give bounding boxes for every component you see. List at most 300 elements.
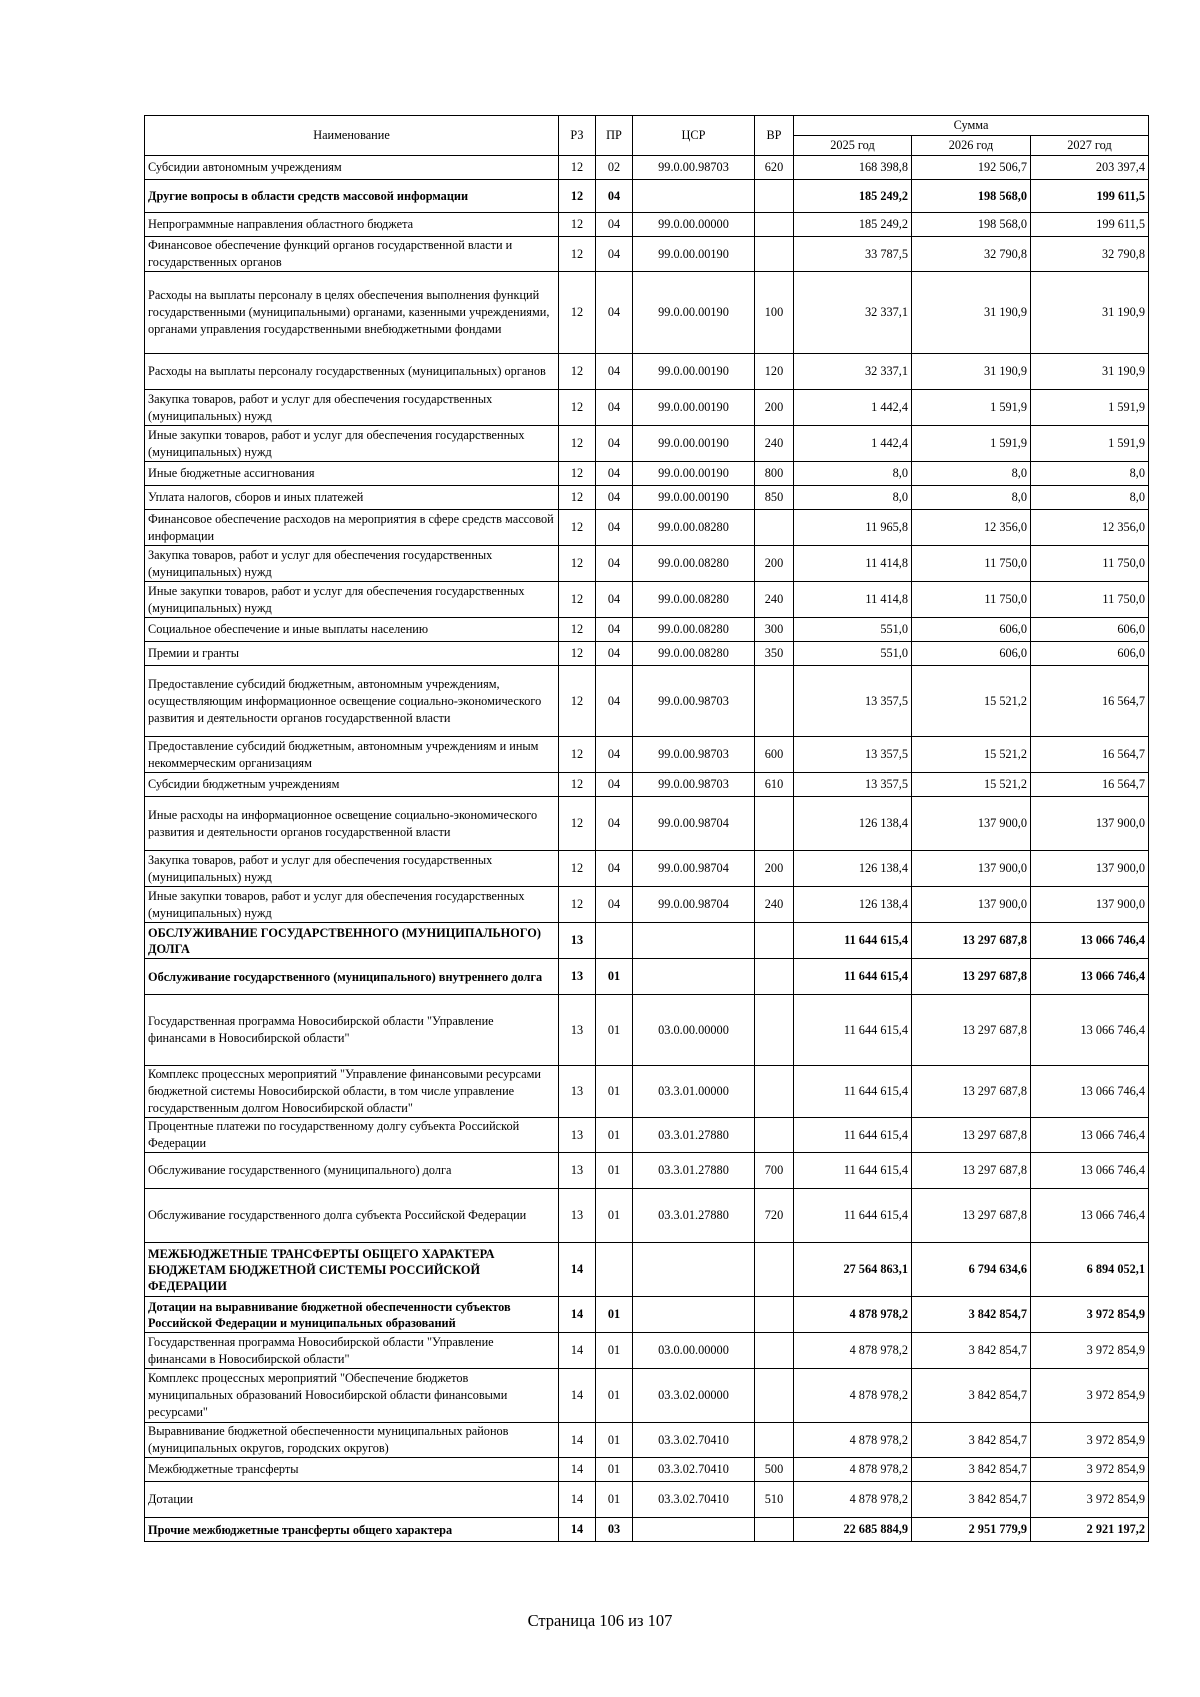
cell-pr: 04 bbox=[596, 180, 633, 213]
cell-vr: 100 bbox=[755, 272, 794, 354]
cell-rz: 12 bbox=[559, 773, 596, 797]
cell-2026: 3 842 854,7 bbox=[912, 1369, 1031, 1423]
cell-csr: 03.3.01.27880 bbox=[633, 1189, 755, 1243]
cell-vr bbox=[755, 237, 794, 272]
cell-name: Процентные платежи по государственному долгу субъекта Российской Федерации bbox=[145, 1118, 559, 1153]
cell-pr: 04 bbox=[596, 582, 633, 618]
cell-rz: 14 bbox=[559, 1482, 596, 1518]
cell-name: Иные расходы на информационное освещение социально-экономического развития и деятельности органов государственной власти bbox=[145, 797, 559, 851]
cell-name: Закупка товаров, работ и услуг для обеспечения государственных (муниципальных) нужд bbox=[145, 390, 559, 426]
cell-2026: 3 842 854,7 bbox=[912, 1482, 1031, 1518]
cell-2026: 15 521,2 bbox=[912, 773, 1031, 797]
header-2026: 2026 год bbox=[912, 136, 1031, 156]
cell-rz: 12 bbox=[559, 510, 596, 546]
cell-2025: 551,0 bbox=[794, 642, 912, 666]
cell-rz: 12 bbox=[559, 213, 596, 237]
cell-vr bbox=[755, 510, 794, 546]
cell-name: Обслуживание государственного (муниципального) долга bbox=[145, 1153, 559, 1189]
cell-2025: 1 442,4 bbox=[794, 426, 912, 462]
table-row bbox=[145, 1153, 1149, 1189]
cell-2027: 3 972 854,9 bbox=[1031, 1369, 1149, 1423]
header-csr: ЦСР bbox=[633, 116, 755, 156]
cell-csr: 03.3.02.70410 bbox=[633, 1423, 755, 1458]
cell-rz: 12 bbox=[559, 237, 596, 272]
cell-pr: 04 bbox=[596, 272, 633, 354]
cell-pr: 01 bbox=[596, 959, 633, 995]
cell-name: Комплекс процессных мероприятий "Обеспечение бюджетов муниципальных образований Новосибирской области финансовыми ресурсами" bbox=[145, 1369, 559, 1423]
cell-csr: 99.0.00.00000 bbox=[633, 213, 755, 237]
cell-name: Закупка товаров, работ и услуг для обеспечения государственных (муниципальных) нужд bbox=[145, 546, 559, 582]
cell-name: Предоставление субсидий бюджетным, автономным учреждениям, осуществляющим информационное освещение социально-экономического развития и деятельности органов государственной власти bbox=[145, 666, 559, 737]
cell-csr: 99.0.00.00190 bbox=[633, 426, 755, 462]
cell-name: Иные закупки товаров, работ и услуг для обеспечения государственных (муниципальных) нужд bbox=[145, 426, 559, 462]
table-row bbox=[145, 618, 1149, 642]
header-rz: РЗ bbox=[559, 116, 596, 156]
cell-2027: 31 190,9 bbox=[1031, 272, 1149, 354]
cell-rz: 12 bbox=[559, 462, 596, 486]
cell-2026: 1 591,9 bbox=[912, 426, 1031, 462]
table-row bbox=[145, 1297, 1149, 1333]
cell-rz: 12 bbox=[559, 272, 596, 354]
cell-2027: 32 790,8 bbox=[1031, 237, 1149, 272]
cell-pr: 04 bbox=[596, 426, 633, 462]
cell-2026: 11 750,0 bbox=[912, 582, 1031, 618]
cell-2027: 1 591,9 bbox=[1031, 390, 1149, 426]
cell-2025: 13 357,5 bbox=[794, 666, 912, 737]
cell-csr bbox=[633, 1518, 755, 1542]
cell-2026: 3 842 854,7 bbox=[912, 1333, 1031, 1369]
cell-pr: 04 bbox=[596, 510, 633, 546]
cell-2025: 11 644 615,4 bbox=[794, 1189, 912, 1243]
cell-2026: 192 506,7 bbox=[912, 156, 1031, 180]
cell-name: Социальное обеспечение и иные выплаты населению bbox=[145, 618, 559, 642]
cell-2025: 551,0 bbox=[794, 618, 912, 642]
cell-2026: 3 842 854,7 bbox=[912, 1297, 1031, 1333]
table-row bbox=[145, 426, 1149, 462]
cell-rz: 14 bbox=[559, 1243, 596, 1297]
cell-2026: 6 794 634,6 bbox=[912, 1243, 1031, 1297]
cell-2026: 31 190,9 bbox=[912, 354, 1031, 390]
cell-2026: 13 297 687,8 bbox=[912, 1153, 1031, 1189]
cell-2027: 13 066 746,4 bbox=[1031, 995, 1149, 1066]
cell-name: Финансовое обеспечение функций органов государственной власти и государственных органов bbox=[145, 237, 559, 272]
cell-2025: 126 138,4 bbox=[794, 851, 912, 887]
cell-2025: 13 357,5 bbox=[794, 737, 912, 773]
cell-2025: 11 644 615,4 bbox=[794, 995, 912, 1066]
cell-vr bbox=[755, 995, 794, 1066]
cell-csr: 03.0.00.00000 bbox=[633, 1333, 755, 1369]
cell-2027: 1 591,9 bbox=[1031, 426, 1149, 462]
cell-2027: 31 190,9 bbox=[1031, 354, 1149, 390]
cell-2026: 13 297 687,8 bbox=[912, 959, 1031, 995]
table-row bbox=[145, 1333, 1149, 1369]
cell-csr bbox=[633, 959, 755, 995]
table-row bbox=[145, 1458, 1149, 1482]
cell-name: Закупка товаров, работ и услуг для обеспечения государственных (муниципальных) нужд bbox=[145, 851, 559, 887]
cell-2025: 32 337,1 bbox=[794, 354, 912, 390]
cell-name: ОБСЛУЖИВАНИЕ ГОСУДАРСТВЕННОГО (МУНИЦИПАЛЬНОГО) ДОЛГА bbox=[145, 923, 559, 959]
table-row bbox=[145, 797, 1149, 851]
cell-2027: 606,0 bbox=[1031, 618, 1149, 642]
cell-2025: 185 249,2 bbox=[794, 180, 912, 213]
cell-vr bbox=[755, 1518, 794, 1542]
table-row bbox=[145, 887, 1149, 923]
cell-name: Другие вопросы в области средств массовой информации bbox=[145, 180, 559, 213]
cell-rz: 12 bbox=[559, 180, 596, 213]
table-row bbox=[145, 1423, 1149, 1458]
table-row bbox=[145, 510, 1149, 546]
table-row bbox=[145, 156, 1149, 180]
table-row bbox=[145, 959, 1149, 995]
cell-pr: 04 bbox=[596, 851, 633, 887]
cell-2027: 3 972 854,9 bbox=[1031, 1423, 1149, 1458]
cell-csr: 99.0.00.98703 bbox=[633, 737, 755, 773]
cell-2025: 11 414,8 bbox=[794, 582, 912, 618]
table-row bbox=[145, 546, 1149, 582]
cell-vr: 500 bbox=[755, 1458, 794, 1482]
cell-rz: 12 bbox=[559, 797, 596, 851]
cell-2027: 16 564,7 bbox=[1031, 773, 1149, 797]
cell-pr: 04 bbox=[596, 737, 633, 773]
cell-rz: 12 bbox=[559, 390, 596, 426]
cell-vr: 610 bbox=[755, 773, 794, 797]
cell-2026: 8,0 bbox=[912, 462, 1031, 486]
cell-2027: 606,0 bbox=[1031, 642, 1149, 666]
cell-2026: 2 951 779,9 bbox=[912, 1518, 1031, 1542]
cell-2026: 31 190,9 bbox=[912, 272, 1031, 354]
cell-csr: 99.0.00.98704 bbox=[633, 851, 755, 887]
cell-2027: 13 066 746,4 bbox=[1031, 1066, 1149, 1118]
cell-2025: 8,0 bbox=[794, 462, 912, 486]
table-row bbox=[145, 272, 1149, 354]
cell-name: Иные закупки товаров, работ и услуг для обеспечения государственных (муниципальных) нужд bbox=[145, 582, 559, 618]
cell-2025: 13 357,5 bbox=[794, 773, 912, 797]
cell-pr: 01 bbox=[596, 1189, 633, 1243]
cell-pr: 01 bbox=[596, 1297, 633, 1333]
cell-2026: 606,0 bbox=[912, 642, 1031, 666]
cell-name: Субсидии автономным учреждениям bbox=[145, 156, 559, 180]
cell-csr bbox=[633, 923, 755, 959]
table-row bbox=[145, 237, 1149, 272]
cell-2027: 13 066 746,4 bbox=[1031, 959, 1149, 995]
cell-pr: 04 bbox=[596, 237, 633, 272]
cell-pr bbox=[596, 1243, 633, 1297]
cell-pr: 03 bbox=[596, 1518, 633, 1542]
cell-vr: 240 bbox=[755, 426, 794, 462]
cell-pr: 04 bbox=[596, 887, 633, 923]
cell-2027: 11 750,0 bbox=[1031, 546, 1149, 582]
cell-vr bbox=[755, 666, 794, 737]
cell-rz: 13 bbox=[559, 923, 596, 959]
cell-csr: 99.0.00.98704 bbox=[633, 887, 755, 923]
cell-rz: 12 bbox=[559, 546, 596, 582]
cell-2025: 126 138,4 bbox=[794, 797, 912, 851]
cell-2027: 199 611,5 bbox=[1031, 213, 1149, 237]
cell-2025: 4 878 978,2 bbox=[794, 1333, 912, 1369]
cell-vr bbox=[755, 1423, 794, 1458]
cell-2026: 13 297 687,8 bbox=[912, 1066, 1031, 1118]
cell-pr: 01 bbox=[596, 1458, 633, 1482]
cell-2027: 137 900,0 bbox=[1031, 797, 1149, 851]
table-row bbox=[145, 851, 1149, 887]
table-row bbox=[145, 1066, 1149, 1118]
cell-2027: 13 066 746,4 bbox=[1031, 1118, 1149, 1153]
cell-pr: 01 bbox=[596, 1423, 633, 1458]
cell-name: Прочие межбюджетные трансферты общего характера bbox=[145, 1518, 559, 1542]
cell-2026: 137 900,0 bbox=[912, 851, 1031, 887]
cell-2027: 11 750,0 bbox=[1031, 582, 1149, 618]
cell-csr: 99.0.00.08280 bbox=[633, 618, 755, 642]
cell-2025: 4 878 978,2 bbox=[794, 1369, 912, 1423]
cell-vr: 510 bbox=[755, 1482, 794, 1518]
cell-csr: 99.0.00.08280 bbox=[633, 582, 755, 618]
cell-vr bbox=[755, 1243, 794, 1297]
cell-pr: 04 bbox=[596, 462, 633, 486]
cell-csr: 99.0.00.00190 bbox=[633, 354, 755, 390]
cell-2027: 3 972 854,9 bbox=[1031, 1482, 1149, 1518]
cell-name: Комплекс процессных мероприятий "Управление финансовыми ресурсами бюджетной системы Новосибирской области, в том числе управление государственным долгом Новосибирской области" bbox=[145, 1066, 559, 1118]
cell-csr: 99.0.00.00190 bbox=[633, 462, 755, 486]
cell-vr: 240 bbox=[755, 582, 794, 618]
cell-2026: 3 842 854,7 bbox=[912, 1458, 1031, 1482]
cell-vr bbox=[755, 797, 794, 851]
cell-csr: 99.0.00.98703 bbox=[633, 773, 755, 797]
cell-name: МЕЖБЮДЖЕТНЫЕ ТРАНСФЕРТЫ ОБЩЕГО ХАРАКТЕРА БЮДЖЕТАМ БЮДЖЕТНОЙ СИСТЕМЫ РОССИЙСКОЙ ФЕДЕРАЦИИ bbox=[145, 1243, 559, 1297]
cell-csr: 99.0.00.98703 bbox=[633, 666, 755, 737]
cell-vr: 720 bbox=[755, 1189, 794, 1243]
header-vr: ВР bbox=[755, 116, 794, 156]
cell-2026: 15 521,2 bbox=[912, 666, 1031, 737]
table-row bbox=[145, 1243, 1149, 1297]
cell-pr: 04 bbox=[596, 666, 633, 737]
cell-2026: 32 790,8 bbox=[912, 237, 1031, 272]
cell-2025: 32 337,1 bbox=[794, 272, 912, 354]
header-2025: 2025 год bbox=[794, 136, 912, 156]
cell-csr: 03.0.00.00000 bbox=[633, 995, 755, 1066]
cell-name: Межбюджетные трансферты bbox=[145, 1458, 559, 1482]
cell-vr: 300 bbox=[755, 618, 794, 642]
cell-2027: 8,0 bbox=[1031, 462, 1149, 486]
cell-2025: 4 878 978,2 bbox=[794, 1458, 912, 1482]
cell-2026: 12 356,0 bbox=[912, 510, 1031, 546]
cell-vr: 350 bbox=[755, 642, 794, 666]
table-row bbox=[145, 1482, 1149, 1518]
cell-csr: 99.0.00.00190 bbox=[633, 486, 755, 510]
table-row bbox=[145, 923, 1149, 959]
cell-name: Дотации bbox=[145, 1482, 559, 1518]
cell-2027: 13 066 746,4 bbox=[1031, 923, 1149, 959]
table-row bbox=[145, 773, 1149, 797]
header-pr: ПР bbox=[596, 116, 633, 156]
table-row bbox=[145, 642, 1149, 666]
cell-csr: 99.0.00.08280 bbox=[633, 642, 755, 666]
cell-2025: 168 398,8 bbox=[794, 156, 912, 180]
cell-2025: 11 644 615,4 bbox=[794, 1066, 912, 1118]
cell-2026: 1 591,9 bbox=[912, 390, 1031, 426]
cell-pr: 01 bbox=[596, 1369, 633, 1423]
cell-csr bbox=[633, 180, 755, 213]
table-row bbox=[145, 390, 1149, 426]
table-body bbox=[145, 156, 1149, 1542]
header-2027: 2027 год bbox=[1031, 136, 1149, 156]
cell-rz: 12 bbox=[559, 887, 596, 923]
cell-vr bbox=[755, 959, 794, 995]
cell-name: Обслуживание государственного (муниципального) внутреннего долга bbox=[145, 959, 559, 995]
header-sum: Сумма bbox=[794, 116, 1149, 136]
header-name: Наименование bbox=[145, 116, 559, 156]
cell-2027: 199 611,5 bbox=[1031, 180, 1149, 213]
cell-rz: 12 bbox=[559, 486, 596, 510]
table-row bbox=[145, 995, 1149, 1066]
cell-vr: 200 bbox=[755, 851, 794, 887]
cell-2025: 4 878 978,2 bbox=[794, 1423, 912, 1458]
cell-2027: 6 894 052,1 bbox=[1031, 1243, 1149, 1297]
cell-name: Расходы на выплаты персоналу в целях обеспечения выполнения функций государственными (муниципальными) органами, казенными учреждениями, органами управления государственными внебюджетными фондами bbox=[145, 272, 559, 354]
table-row bbox=[145, 737, 1149, 773]
cell-2025: 185 249,2 bbox=[794, 213, 912, 237]
cell-csr bbox=[633, 1297, 755, 1333]
table-row bbox=[145, 486, 1149, 510]
cell-2025: 11 414,8 bbox=[794, 546, 912, 582]
cell-vr bbox=[755, 1066, 794, 1118]
table-row bbox=[145, 354, 1149, 390]
cell-rz: 14 bbox=[559, 1458, 596, 1482]
cell-vr bbox=[755, 1369, 794, 1423]
table-row bbox=[145, 666, 1149, 737]
cell-2026: 13 297 687,8 bbox=[912, 923, 1031, 959]
cell-2025: 27 564 863,1 bbox=[794, 1243, 912, 1297]
cell-2026: 13 297 687,8 bbox=[912, 1118, 1031, 1153]
cell-2026: 13 297 687,8 bbox=[912, 1189, 1031, 1243]
cell-vr bbox=[755, 180, 794, 213]
cell-2026: 8,0 bbox=[912, 486, 1031, 510]
cell-rz: 14 bbox=[559, 1297, 596, 1333]
cell-2026: 137 900,0 bbox=[912, 887, 1031, 923]
cell-csr: 03.3.01.00000 bbox=[633, 1066, 755, 1118]
cell-rz: 13 bbox=[559, 1153, 596, 1189]
table-row bbox=[145, 1518, 1149, 1542]
cell-vr: 620 bbox=[755, 156, 794, 180]
cell-csr: 99.0.00.00190 bbox=[633, 272, 755, 354]
table-row bbox=[145, 1189, 1149, 1243]
cell-pr: 01 bbox=[596, 1118, 633, 1153]
table-row bbox=[145, 180, 1149, 213]
cell-name: Непрограммные направления областного бюджета bbox=[145, 213, 559, 237]
cell-2026: 15 521,2 bbox=[912, 737, 1031, 773]
cell-2026: 13 297 687,8 bbox=[912, 995, 1031, 1066]
cell-2026: 137 900,0 bbox=[912, 797, 1031, 851]
cell-name: Обслуживание государственного долга субъекта Российской Федерации bbox=[145, 1189, 559, 1243]
cell-rz: 12 bbox=[559, 666, 596, 737]
cell-name: Финансовое обеспечение расходов на мероприятия в сфере средств массовой информации bbox=[145, 510, 559, 546]
cell-csr: 99.0.00.00190 bbox=[633, 390, 755, 426]
cell-pr: 04 bbox=[596, 213, 633, 237]
cell-vr: 200 bbox=[755, 390, 794, 426]
cell-2025: 11 644 615,4 bbox=[794, 923, 912, 959]
cell-name: Расходы на выплаты персоналу государственных (муниципальных) органов bbox=[145, 354, 559, 390]
cell-rz: 14 bbox=[559, 1333, 596, 1369]
cell-csr: 99.0.00.08280 bbox=[633, 510, 755, 546]
cell-rz: 13 bbox=[559, 959, 596, 995]
cell-2025: 4 878 978,2 bbox=[794, 1482, 912, 1518]
cell-csr: 03.3.02.70410 bbox=[633, 1482, 755, 1518]
cell-rz: 13 bbox=[559, 1066, 596, 1118]
cell-vr: 600 bbox=[755, 737, 794, 773]
table-row bbox=[145, 582, 1149, 618]
cell-rz: 12 bbox=[559, 851, 596, 887]
cell-2025: 11 644 615,4 bbox=[794, 1153, 912, 1189]
cell-vr bbox=[755, 923, 794, 959]
cell-2025: 11 965,8 bbox=[794, 510, 912, 546]
table-header bbox=[145, 116, 1149, 156]
cell-csr: 99.0.00.00190 bbox=[633, 237, 755, 272]
cell-pr: 04 bbox=[596, 773, 633, 797]
cell-csr bbox=[633, 1243, 755, 1297]
cell-rz: 14 bbox=[559, 1369, 596, 1423]
cell-2027: 16 564,7 bbox=[1031, 666, 1149, 737]
table-row bbox=[145, 1118, 1149, 1153]
cell-pr: 02 bbox=[596, 156, 633, 180]
cell-csr: 99.0.00.08280 bbox=[633, 546, 755, 582]
cell-csr: 03.3.01.27880 bbox=[633, 1118, 755, 1153]
cell-pr: 04 bbox=[596, 797, 633, 851]
cell-rz: 13 bbox=[559, 995, 596, 1066]
cell-name: Премии и гранты bbox=[145, 642, 559, 666]
cell-2025: 8,0 bbox=[794, 486, 912, 510]
cell-pr: 04 bbox=[596, 486, 633, 510]
cell-pr: 01 bbox=[596, 1482, 633, 1518]
cell-pr: 04 bbox=[596, 546, 633, 582]
cell-rz: 14 bbox=[559, 1423, 596, 1458]
cell-name: Государственная программа Новосибирской области "Управление финансами в Новосибирской области" bbox=[145, 995, 559, 1066]
cell-name: Выравнивание бюджетной обеспеченности муниципальных районов (муниципальных округов, городских округов) bbox=[145, 1423, 559, 1458]
cell-rz: 12 bbox=[559, 354, 596, 390]
cell-2026: 198 568,0 bbox=[912, 180, 1031, 213]
cell-2027: 3 972 854,9 bbox=[1031, 1297, 1149, 1333]
cell-csr: 03.3.02.00000 bbox=[633, 1369, 755, 1423]
cell-2025: 11 644 615,4 bbox=[794, 1118, 912, 1153]
cell-pr: 04 bbox=[596, 618, 633, 642]
cell-csr: 99.0.00.98704 bbox=[633, 797, 755, 851]
cell-vr: 120 bbox=[755, 354, 794, 390]
cell-2026: 198 568,0 bbox=[912, 213, 1031, 237]
cell-2027: 3 972 854,9 bbox=[1031, 1333, 1149, 1369]
cell-2027: 3 972 854,9 bbox=[1031, 1458, 1149, 1482]
table-row bbox=[145, 1369, 1149, 1423]
cell-name: Предоставление субсидий бюджетным, автономным учреждениям и иным некоммерческим организациям bbox=[145, 737, 559, 773]
budget-table bbox=[144, 115, 1149, 1542]
cell-2026: 3 842 854,7 bbox=[912, 1423, 1031, 1458]
cell-vr bbox=[755, 213, 794, 237]
cell-pr: 01 bbox=[596, 1153, 633, 1189]
cell-pr: 04 bbox=[596, 642, 633, 666]
cell-rz: 13 bbox=[559, 1189, 596, 1243]
cell-csr: 03.3.01.27880 bbox=[633, 1153, 755, 1189]
cell-pr: 01 bbox=[596, 995, 633, 1066]
cell-2027: 2 921 197,2 bbox=[1031, 1518, 1149, 1542]
page-number: Страница 106 из 107 bbox=[527, 1611, 673, 1630]
cell-vr: 800 bbox=[755, 462, 794, 486]
cell-csr: 03.3.02.70410 bbox=[633, 1458, 755, 1482]
table-row bbox=[145, 213, 1149, 237]
cell-name: Иные закупки товаров, работ и услуг для обеспечения государственных (муниципальных) нужд bbox=[145, 887, 559, 923]
cell-pr: 01 bbox=[596, 1333, 633, 1369]
cell-2027: 203 397,4 bbox=[1031, 156, 1149, 180]
cell-2025: 126 138,4 bbox=[794, 887, 912, 923]
cell-rz: 12 bbox=[559, 737, 596, 773]
cell-vr: 850 bbox=[755, 486, 794, 510]
cell-vr bbox=[755, 1333, 794, 1369]
